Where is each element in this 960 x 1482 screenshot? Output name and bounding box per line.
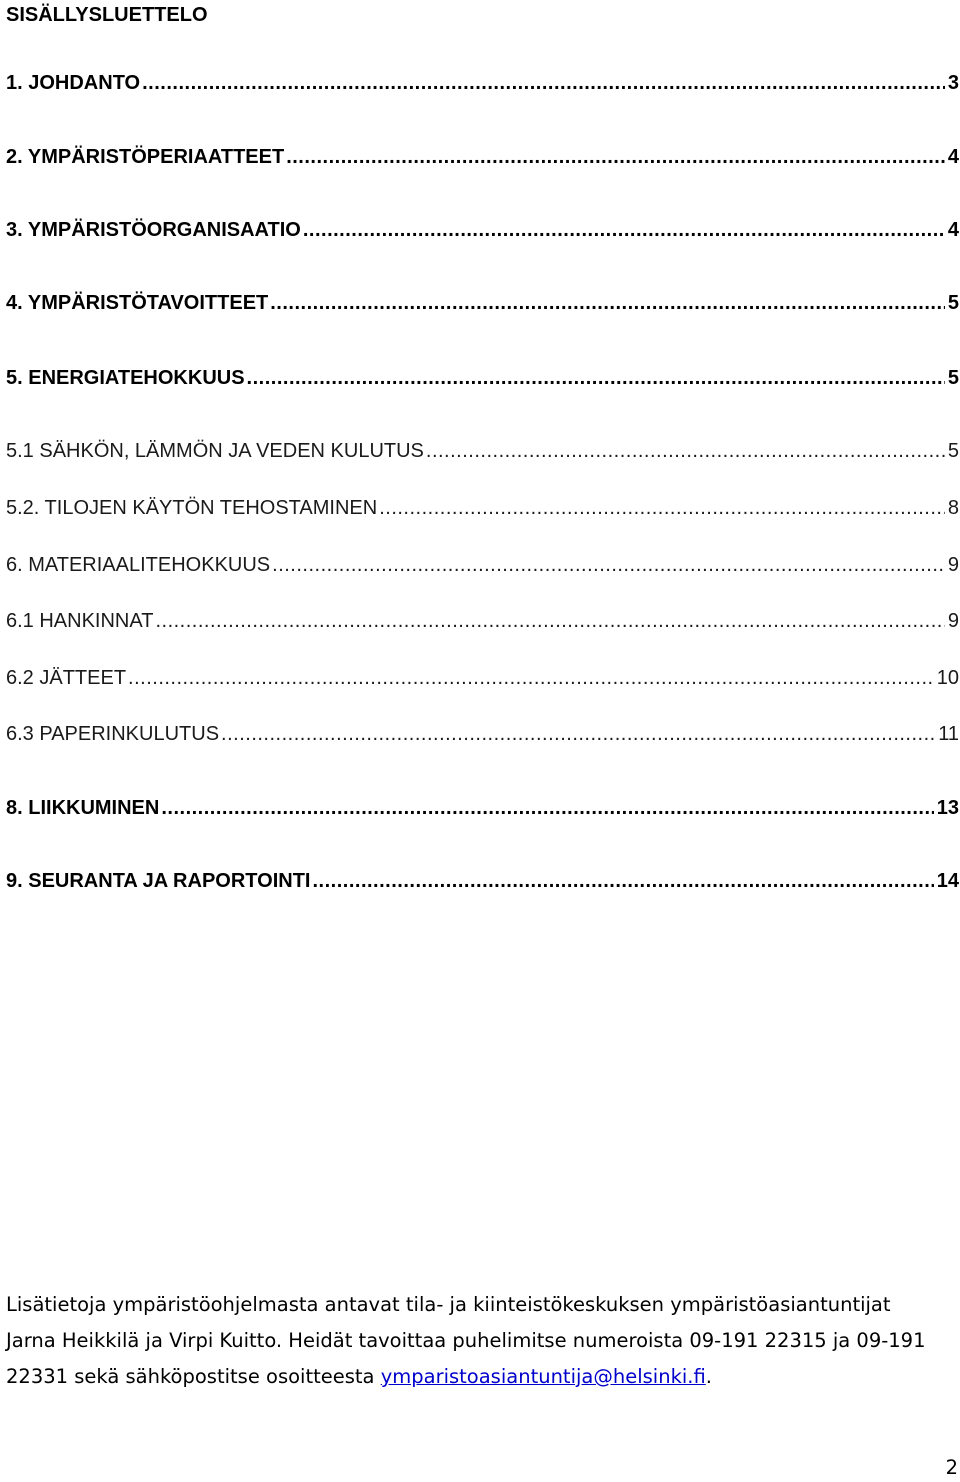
toc-entry-sahkon-lammon-veden-kulutus[interactable] xyxy=(6,437,959,465)
toc-entry-title: 6.1 HANKINNAT xyxy=(6,610,154,632)
toc-entry-page: 8 xyxy=(947,497,959,519)
toc-dot-leader xyxy=(270,289,945,317)
toc-entry-liikkuminen[interactable] xyxy=(6,794,959,822)
toc-entry-ymparistoperiaatteet[interactable] xyxy=(6,143,959,171)
toc-entry-johdanto[interactable] xyxy=(6,69,959,97)
toc-entry-title: 3. YMPÄRISTÖORGANISAATIO xyxy=(6,219,301,241)
toc-entry-title: 6.2 JÄTTEET xyxy=(6,667,127,689)
toc-entry-seuranta-ja-raportointi[interactable] xyxy=(6,867,959,895)
toc-entry-tilojen-kayton-tehostaminen[interactable] xyxy=(6,494,959,522)
toc-dot-leader xyxy=(142,69,945,97)
contact-info-period: . xyxy=(705,1365,712,1388)
toc-entry-title: 5.1 SÄHKÖN, LÄMMÖN JA VEDEN KULUTUS xyxy=(6,440,424,462)
toc-dot-leader xyxy=(155,607,944,635)
toc-entry-paperinkulutus[interactable] xyxy=(6,720,959,748)
toc-entry-title: 2. YMPÄRISTÖPERIAATTEET xyxy=(6,146,285,168)
toc-entry-title: 5. ENERGIATEHOKKUUS xyxy=(6,367,245,389)
toc-entry-ymparistoorganisaatio[interactable] xyxy=(6,216,959,244)
toc-entry-page: 9 xyxy=(947,554,959,576)
toc-entry-page: 5 xyxy=(947,292,959,314)
toc-dot-leader xyxy=(312,867,933,895)
email-link[interactable]: ymparistoasiantuntija@helsinki.fi xyxy=(380,1365,706,1388)
toc-entry-materiaalitehokkuus[interactable] xyxy=(6,551,959,579)
toc-entry-page: 11 xyxy=(938,723,959,745)
toc-dot-leader xyxy=(303,216,945,244)
toc-dot-leader xyxy=(161,794,933,822)
toc-entry-page: 5 xyxy=(947,440,959,462)
toc-entry-energiatehokkuus[interactable] xyxy=(6,364,959,392)
toc-entry-page: 9 xyxy=(947,610,959,632)
toc-entry-page: 4 xyxy=(947,219,959,241)
contact-info-text: Lisätietoja ympäristöohjelmasta antavat tila- ja kiinteistökeskuksen ympäristöasiantuntijat Jarna Heikkilä ja Virpi Kuitto. Heidät tavoittaa puhelimitse numeroista 09-191 22315 ja 09-191 22331 sekä sähköpostitse osoitteesta xyxy=(6,1293,926,1388)
page-number: 2 xyxy=(945,1456,958,1479)
toc-entry-jatteet[interactable] xyxy=(6,664,959,692)
toc-entry-page: 14 xyxy=(936,870,959,892)
toc-entry-page: 4 xyxy=(947,146,959,168)
toc-entry-page: 10 xyxy=(936,667,959,689)
toc-entry-title: 4. YMPÄRISTÖTAVOITTEET xyxy=(6,292,269,314)
toc-dot-leader xyxy=(221,720,935,748)
toc-entry-title: 8. LIIKKUMINEN xyxy=(6,797,160,819)
toc-entry-page: 3 xyxy=(947,72,959,94)
toc-entry-hankinnat[interactable] xyxy=(6,607,959,635)
toc-dot-leader xyxy=(128,664,934,692)
toc-entry-title: 9. SEURANTA JA RAPORTOINTI xyxy=(6,870,311,892)
toc-entry-title: 1. JOHDANTO xyxy=(6,72,141,94)
toc-entry-title: 6. MATERIAALITEHOKKUUS xyxy=(6,554,271,576)
toc-entry-title: 5.2. TILOJEN KÄYTÖN TEHOSTAMINEN xyxy=(6,497,378,519)
toc-entry-page: 13 xyxy=(936,797,959,819)
toc-dot-leader xyxy=(426,437,945,465)
toc-entry-title: 6.3 PAPERINKULUTUS xyxy=(6,723,220,745)
toc-dot-leader xyxy=(286,143,945,171)
toc-dot-leader xyxy=(379,494,945,522)
toc-dot-leader xyxy=(272,551,945,579)
contact-info-paragraph xyxy=(6,1287,946,1395)
toc-entry-ymparistotavoitteet[interactable] xyxy=(6,289,959,317)
toc-entry-page: 5 xyxy=(947,367,959,389)
toc-dot-leader xyxy=(247,364,945,392)
toc-heading: SISÄLLYSLUETTELO xyxy=(6,4,208,26)
